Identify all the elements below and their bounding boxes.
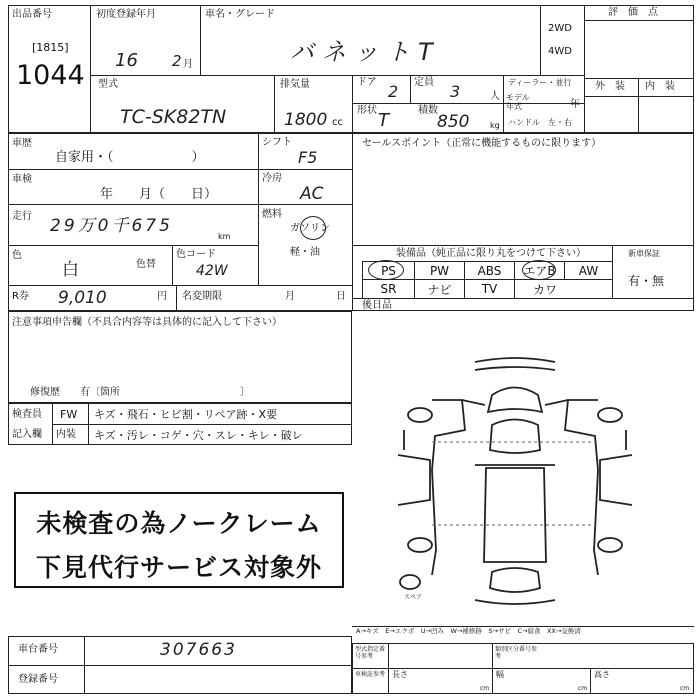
color-code-value: 42W [196, 263, 228, 279]
no-claim-notice [14, 492, 344, 588]
recycle-label: R券 [12, 291, 29, 302]
equip-navi: ナビ [415, 280, 465, 299]
equip-aw: AW [565, 262, 613, 280]
capacity-unit: 人 [490, 91, 500, 102]
model-year-label: モデル年式 [506, 93, 530, 111]
drive-2wd: 2WD [548, 23, 572, 34]
interior-label: 内 装 [645, 81, 675, 92]
drive-4wd: 4WD [548, 46, 572, 57]
fw-label: FW [60, 408, 78, 421]
color-change-label: 色替 [136, 259, 156, 270]
year-unit: 年 [570, 99, 580, 110]
equip-abs: ABS [465, 262, 515, 280]
name-change-month: 月 [285, 291, 295, 302]
month-unit: 月 [183, 59, 193, 70]
width-label: 幅 [496, 670, 504, 679]
load-label: 積数 [418, 105, 438, 116]
handle-label: ハンドル 左・右 [508, 118, 572, 127]
equip-ps: PS [363, 262, 415, 280]
class-label: 類別区分番号参考 [495, 646, 538, 661]
load-value: 850 [437, 112, 470, 132]
spare-label: スペア [404, 594, 423, 601]
repair-label: 修復歴 有〔箇所 〕 [30, 387, 250, 398]
name-grade-label: 車名・グレード [205, 9, 275, 20]
inspector-label-top: 検査員 [12, 409, 42, 420]
dealer-label: ディーラー・並行 [508, 78, 572, 87]
equip-pw: PW [415, 262, 465, 280]
height-unit: cm [680, 685, 690, 692]
equipment-title: 装備品（純正品に限り丸をつけて下さい） [396, 248, 586, 259]
name-change-day: 日 [336, 291, 346, 302]
first-reg-year: 16 [115, 50, 138, 71]
type-label: 型式指定番号参考 [355, 646, 386, 661]
notice-line-1: 未検査の為ノークレーム [36, 509, 322, 538]
exterior-label: 外 装 [595, 81, 625, 92]
fw-value: キズ・飛石・ヒビ割・リペア跡・X要 [94, 408, 278, 421]
load-unit: kg [490, 121, 500, 130]
color-value: 白 [62, 260, 79, 280]
height-label: 高さ [594, 670, 610, 679]
first-reg-label: 初度登録年月 [96, 9, 156, 20]
new-car-label: 新車保証 [628, 249, 660, 258]
lot-label: 出品番号 [12, 9, 52, 20]
shift-value: F5 [298, 148, 318, 167]
damage-legend: A→キズ E→エクボ U→凹み W→補修跡 S→サビ C→腐食 XX→交換済 [356, 627, 581, 635]
length-unit: cm [480, 685, 490, 692]
mileage-value: 29万0千675 [50, 216, 173, 236]
sales-point-label: セールスポイント（正常に機能するものに限ります） [362, 138, 602, 149]
dims-label: 車検証参考 [355, 671, 386, 678]
ac-label: 冷房 [262, 173, 282, 184]
recycle-value: 9,010 [58, 288, 107, 308]
door-label: ドア [357, 77, 377, 88]
displacement-unit: cc [332, 117, 343, 128]
airbag-circle [522, 260, 556, 280]
chassis-value: 307663 [160, 640, 237, 660]
header-block [8, 5, 694, 133]
inspection-value: 年 月（ 日） [100, 187, 218, 202]
capacity-label: 定員 [414, 77, 434, 88]
shape-value: T [378, 110, 389, 131]
new-car-value: 有・無 [628, 274, 665, 288]
color-label: 色 [12, 250, 22, 261]
later-items-label: 後日品 [362, 300, 392, 311]
equip-leather: カワ [515, 280, 613, 299]
lot-number: 1044 [16, 60, 85, 91]
length-label: 長さ [392, 670, 408, 679]
model-code: TC-SK82TN [120, 106, 227, 128]
plate-label: 登録番号 [18, 674, 58, 685]
chassis-label: 車台番号 [18, 644, 58, 655]
door-value: 2 [388, 82, 399, 101]
notice-line-2: 下見代行サービス対象外 [35, 553, 322, 582]
recycle-unit: 円 [157, 291, 167, 302]
equip-sr: SR [363, 280, 415, 299]
equip-tv: TV [465, 280, 515, 299]
displacement-label: 排気量 [280, 79, 310, 90]
car-name: バネットT [290, 38, 441, 66]
name-change-label: 名変期限 [182, 291, 222, 302]
inspection-label: 車検 [12, 174, 32, 185]
history-value: 自家用・（ ） [55, 150, 205, 165]
shift-label: シフト [262, 137, 292, 148]
history-label: 車歴 [12, 138, 32, 149]
capacity-value: 3 [450, 82, 461, 101]
car-damage-diagram [380, 350, 650, 615]
fuel-label: 燃料 [262, 209, 282, 220]
ps-circle [368, 260, 404, 280]
width-unit: cm [578, 685, 588, 692]
first-reg-month: 2 [172, 52, 182, 70]
fuel-gasoline: ガソリン [290, 223, 330, 234]
interior-check-value: キズ・汚レ・コゲ・穴・スレ・キレ・破レ [94, 429, 303, 442]
shape-label: 形状 [357, 105, 377, 116]
rating-label: 評 価 点 [608, 7, 658, 18]
model-label: 型式 [98, 79, 118, 90]
interior-check-label: 内装 [56, 429, 76, 440]
notes-label: 注意事項申告欄（不具合内容等は具体的に記入して下さい） [12, 317, 282, 328]
fuel-light-oil: 軽・油 [290, 247, 320, 258]
lot-code: [1815] [32, 41, 69, 54]
ac-value: AC [300, 184, 324, 204]
displacement-value: 1800 [284, 110, 328, 130]
mileage-unit: km [218, 232, 231, 241]
color-code-label: 色コード [176, 249, 216, 260]
inspector-label-bottom: 記入欄 [12, 429, 42, 440]
mileage-label: 走行 [12, 211, 32, 222]
equip-airbag: エアB [515, 262, 565, 280]
